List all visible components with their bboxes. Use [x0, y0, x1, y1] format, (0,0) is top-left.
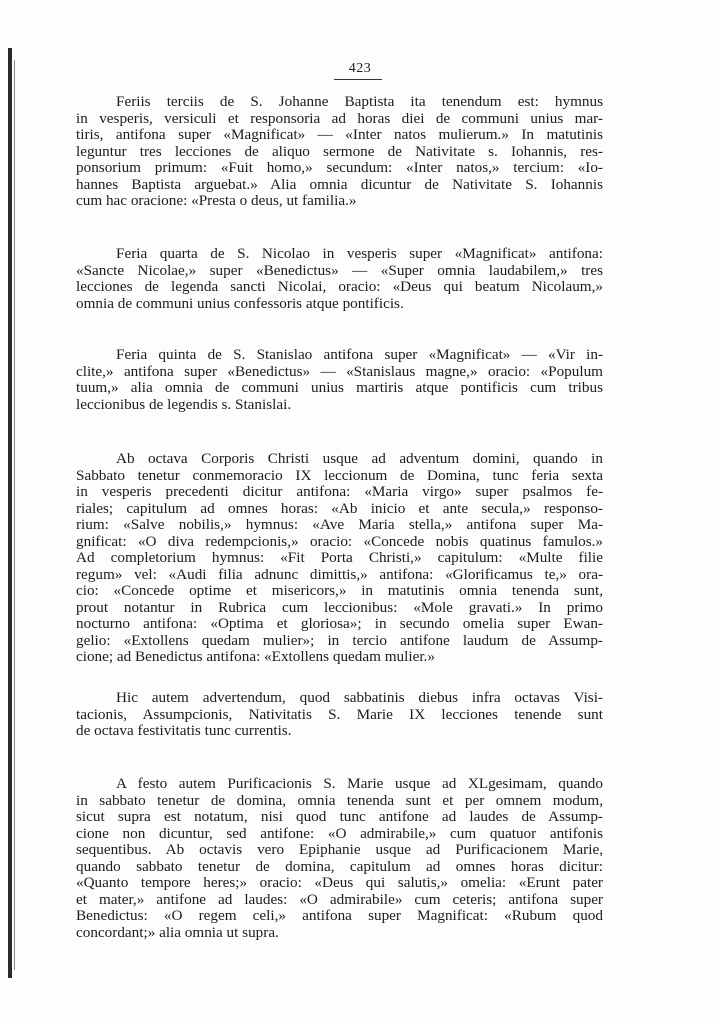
text-line: Ad completorium hymnus: «Fit Porta Christi,» capitulum: «Multe filie: [76, 550, 603, 566]
text-line: hannes Baptista arguebat.» Alia omnia dicuntur de Nativitate S. Iohannis: [76, 176, 603, 193]
text-line: lecciones de legenda sancti Nicolai, oracio: «Deus qui beatum Nicolaum,»: [76, 279, 603, 295]
paragraph-stanislaus: [76, 347, 603, 413]
text-line: cum hac oracione: «Presta o deus, ut familia.»: [76, 193, 357, 209]
page-number: 423: [348, 61, 372, 76]
text-line: Ab octava Corporis Christi usque ad adventum domini, quando in: [116, 451, 603, 467]
text-line: omnia de communi unius confessoris atque pontificis.: [76, 295, 404, 312]
text-line: «Quanto tempore heres;» oracio: «Deus qui salutis,» omelia: «Erunt pater: [76, 875, 603, 891]
text-line: «Sancte Nicolae,» super «Benedictus» — «Super omnia laudabilem,» tres: [76, 262, 603, 279]
page-number-rule: [334, 79, 382, 80]
text-line: Feria quarta de S. Nicolao in vesperis super «Magnificat» antifona:: [116, 246, 603, 262]
text-line: A festo autem Purificacionis S. Marie usque ad XLgesimam, quando: [116, 776, 603, 792]
text-line: in vesperis, versiculi et responsoria ad horas diei de communi unius mar-: [76, 110, 603, 127]
text-line: de octava festivitatis tunc currentis.: [76, 723, 292, 739]
text-line: clite,» antifona super «Benedictus» — «Stanislaus magne,» oracio: «Populum: [76, 363, 603, 380]
binding-edge-shadow: [14, 60, 15, 970]
text-line: tacionis, Assumpcionis, Nativitatis S. Marie IX lecciones tenende sunt: [76, 706, 603, 723]
paragraph-octaves: [76, 690, 603, 740]
paragraph-corpus-christi: [76, 451, 603, 666]
text-line: in sabbato tenetur de domina, omnia tenenda sunt et per omnem modum,: [76, 792, 603, 809]
text-line: in vesperis precedenti dicitur antifona: «Maria virgo» super psalmos fe-: [76, 484, 603, 500]
text-line: sicut supra est notatum, nisi quod tunc antifone ad laudes de Assump-: [76, 809, 603, 825]
text-line: Sabbato tenetur conmemoracio IX leccionum de Domina, tunc feria sexta: [76, 467, 603, 484]
text-line: leccionibus de legendis s. Stanislai.: [76, 396, 292, 413]
text-line: rium: «Salve nobilis,» hymnus: «Ave Maria stella,» antifona super Ma-: [76, 517, 603, 533]
text-line: cione; ad Benedictus antifona: «Extollens quedam mulier.»: [76, 649, 435, 665]
text-line: Feriis terciis de S. Johanne Baptista ita tenendum est: hymnus: [116, 94, 603, 110]
binding-edge: [8, 48, 12, 978]
paragraph-purification: [76, 776, 603, 941]
text-line: Feria quinta de S. Stanislao antifona super «Magnificat» — «Vir in-: [116, 347, 603, 363]
text-line: cio: «Concede optime et misericors,» in matutinis omnia tenenda sunt,: [76, 583, 603, 599]
paragraph-nicholas: [76, 246, 603, 312]
text-line: sequentibus. Ab octavis vero Epiphanie usque ad Purificacionem Marie,: [76, 842, 603, 858]
text-line: Benedictus: «O regem celi,» antifona super Magnificat: «Rubum quod: [76, 908, 603, 924]
text-line: quando sabbato tenetur de domina, capitulum ad omnes horas dicitur:: [76, 858, 603, 875]
text-line: gelio: «Extollens quedam mulier»; in tercio antifone laudum de Assump-: [76, 632, 603, 649]
text-line: Hic autem advertendum, quod sabbatinis diebus infra octavas Visi-: [116, 690, 603, 706]
text-line: riales; capitulum ad omnes horas: «Ab inicio et ante secula,» responso-: [76, 500, 603, 517]
text-line: ponsorium primum: «Fuit homo,» secundum: «Inter natos,» tercium: «Io-: [76, 160, 603, 176]
text-line: regum» vel: «Audi filia adnunc dimittis,» antifona: «Glorificamus te,» ora-: [76, 566, 603, 583]
paragraph-john-baptist: [76, 94, 603, 210]
text-line: tiris, antifona super «Magnificat» — «Inter natos mulierum.» In matutinis: [76, 127, 603, 143]
text-line: cione non dicuntur, sed antifone: «O admirabile,» cum quatuor antifonis: [76, 825, 603, 842]
text-line: concordant;» alia omnia ut supra.: [76, 924, 279, 941]
text-line: prout notantur in Rubrica cum leccionibus: «Mole gravati.» In primo: [76, 599, 603, 616]
text-line: tuum,» alia omnia de communi unius martiris atque pontificis cum tribus: [76, 380, 603, 396]
text-line: gnificat: «O diva redempcionis,» oracio: «Concede nobis quatinus famulos.»: [76, 533, 603, 550]
text-line: nocturno antifona: «Optima et gloriosa»; in secundo omelia super Ewan-: [76, 616, 603, 632]
text-line: et mater,» antifone ad laudes: «O admirabile» cum ceteris; antifona super: [76, 891, 603, 908]
text-line: leguntur tres lecciones de aliquo sermone de Nativitate s. Iohannis, res-: [76, 143, 603, 160]
